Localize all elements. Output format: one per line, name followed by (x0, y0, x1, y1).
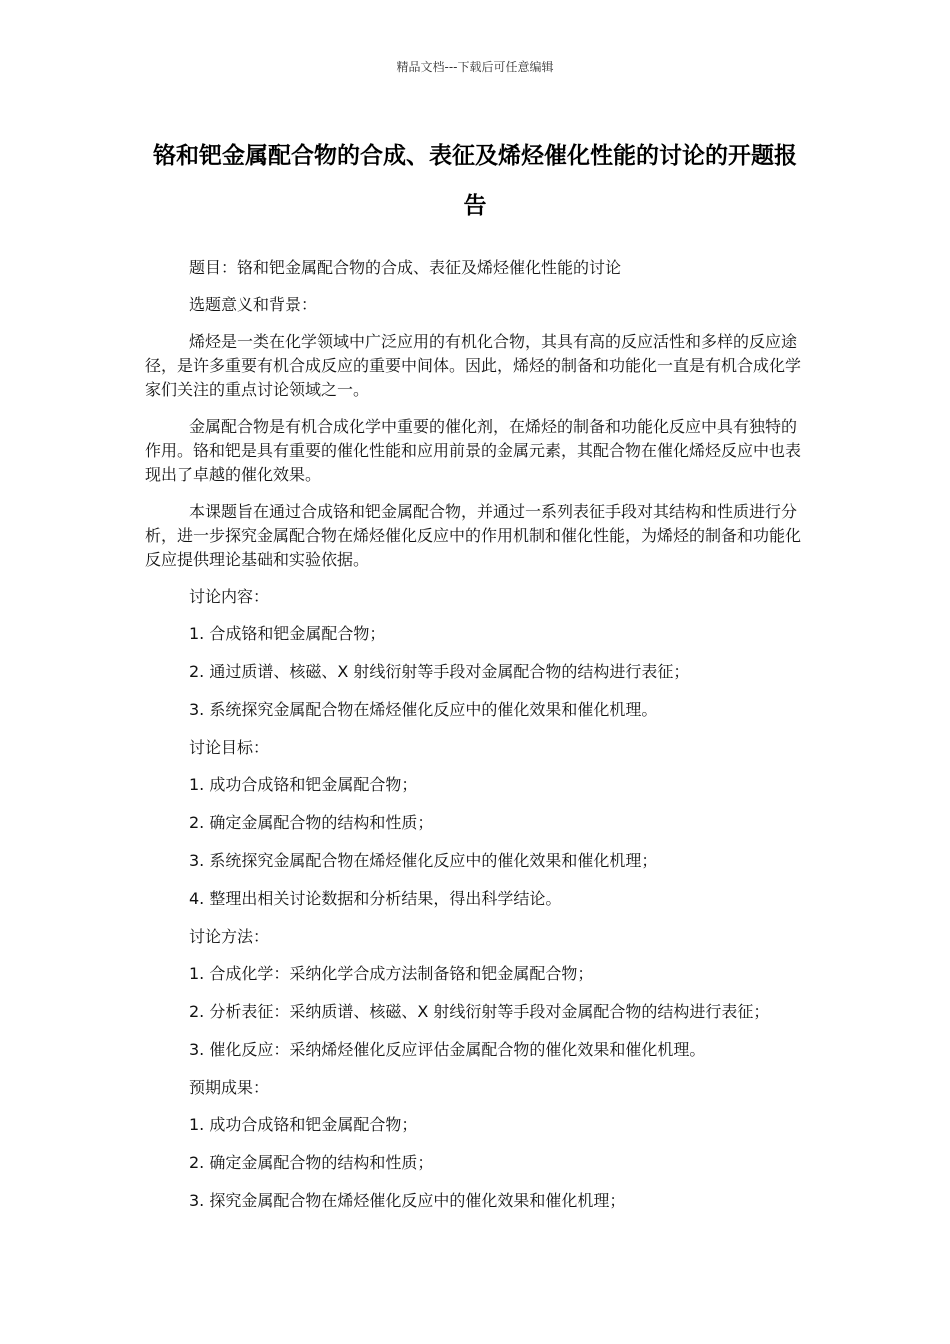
method-item: 3. 催化反应：采纳烯烃催化反应评估金属配合物的催化效果和催化机理。 (189, 1040, 706, 1059)
outcome-item: 1. 成功合成铬和钯金属配合物； (189, 1115, 418, 1134)
content-item: 1. 合成铬和钯金属配合物； (189, 624, 386, 643)
outcomes-heading: 预期成果： (189, 1078, 270, 1097)
outcome-item: 3. 探究金属配合物在烯烃催化反应中的催化效果和催化机理； (189, 1191, 626, 1210)
goal-item: 1. 成功合成铬和钯金属配合物； (189, 775, 418, 794)
goal-item: 4. 整理出相关讨论数据和分析结果，得出科学结论。 (189, 889, 562, 908)
method-item: 1. 合成化学：采纳化学合成方法制备铬和钯金属配合物； (189, 964, 594, 983)
goals-heading: 讨论目标： (189, 738, 270, 757)
document-title: 铬和钯金属配合物的合成、表征及烯烃催化性能的讨论的开题报告 (153, 143, 797, 219)
goal-item: 3. 系统探究金属配合物在烯烃催化反应中的催化效果和催化机理； (189, 851, 658, 870)
header-note: 精品文档---下载后可任意编辑 (396, 60, 554, 74)
outcome-item: 2. 确定金属配合物的结构和性质； (189, 1153, 434, 1172)
background-paragraph: 烯烃是一类在化学领域中广泛应用的有机化合物，其具有高的反应活性和多样的反应途径，是许多重要有机合成反应的重要中间体。因此，烯烃的制备和功能化一直是有机合成化学家们关注的重点讨论领域之一。 (145, 332, 802, 399)
content-heading: 讨论内容： (189, 587, 270, 606)
methods-heading: 讨论方法： (189, 927, 270, 946)
content-item: 2. 通过质谱、核磁、X 射线衍射等手段对金属配合物的结构进行表征； (189, 662, 690, 681)
document-body (145, 256, 810, 1227)
background-heading: 选题意义和背景： (189, 295, 318, 314)
background-paragraph: 金属配合物是有机合成化学中重要的催化剂，在烯烃的制备和功能化反应中具有独特的作用。铬和钯是具有重要的催化性能和应用前景的金属元素，其配合物在催化烯烃反应中也表现出了卓越的催化效果。 (145, 417, 802, 484)
goal-item: 2. 确定金属配合物的结构和性质； (189, 813, 434, 832)
background-paragraph: 本课题旨在通过合成铬和钯金属配合物，并通过一系列表征手段对其结构和性质进行分析，进一步探究金属配合物在烯烃催化反应中的作用机制和催化性能，为烯烃的制备和功能化反应提供理论基础和实验依据。 (145, 502, 802, 569)
content-item: 3. 系统探究金属配合物在烯烃催化反应中的催化效果和催化机理。 (189, 700, 658, 719)
method-item: 2. 分析表征：采纳质谱、核磁、X 射线衍射等手段对金属配合物的结构进行表征； (189, 1002, 770, 1021)
topic-line: 题目：铬和钯金属配合物的合成、表征及烯烃催化性能的讨论 (189, 258, 622, 277)
